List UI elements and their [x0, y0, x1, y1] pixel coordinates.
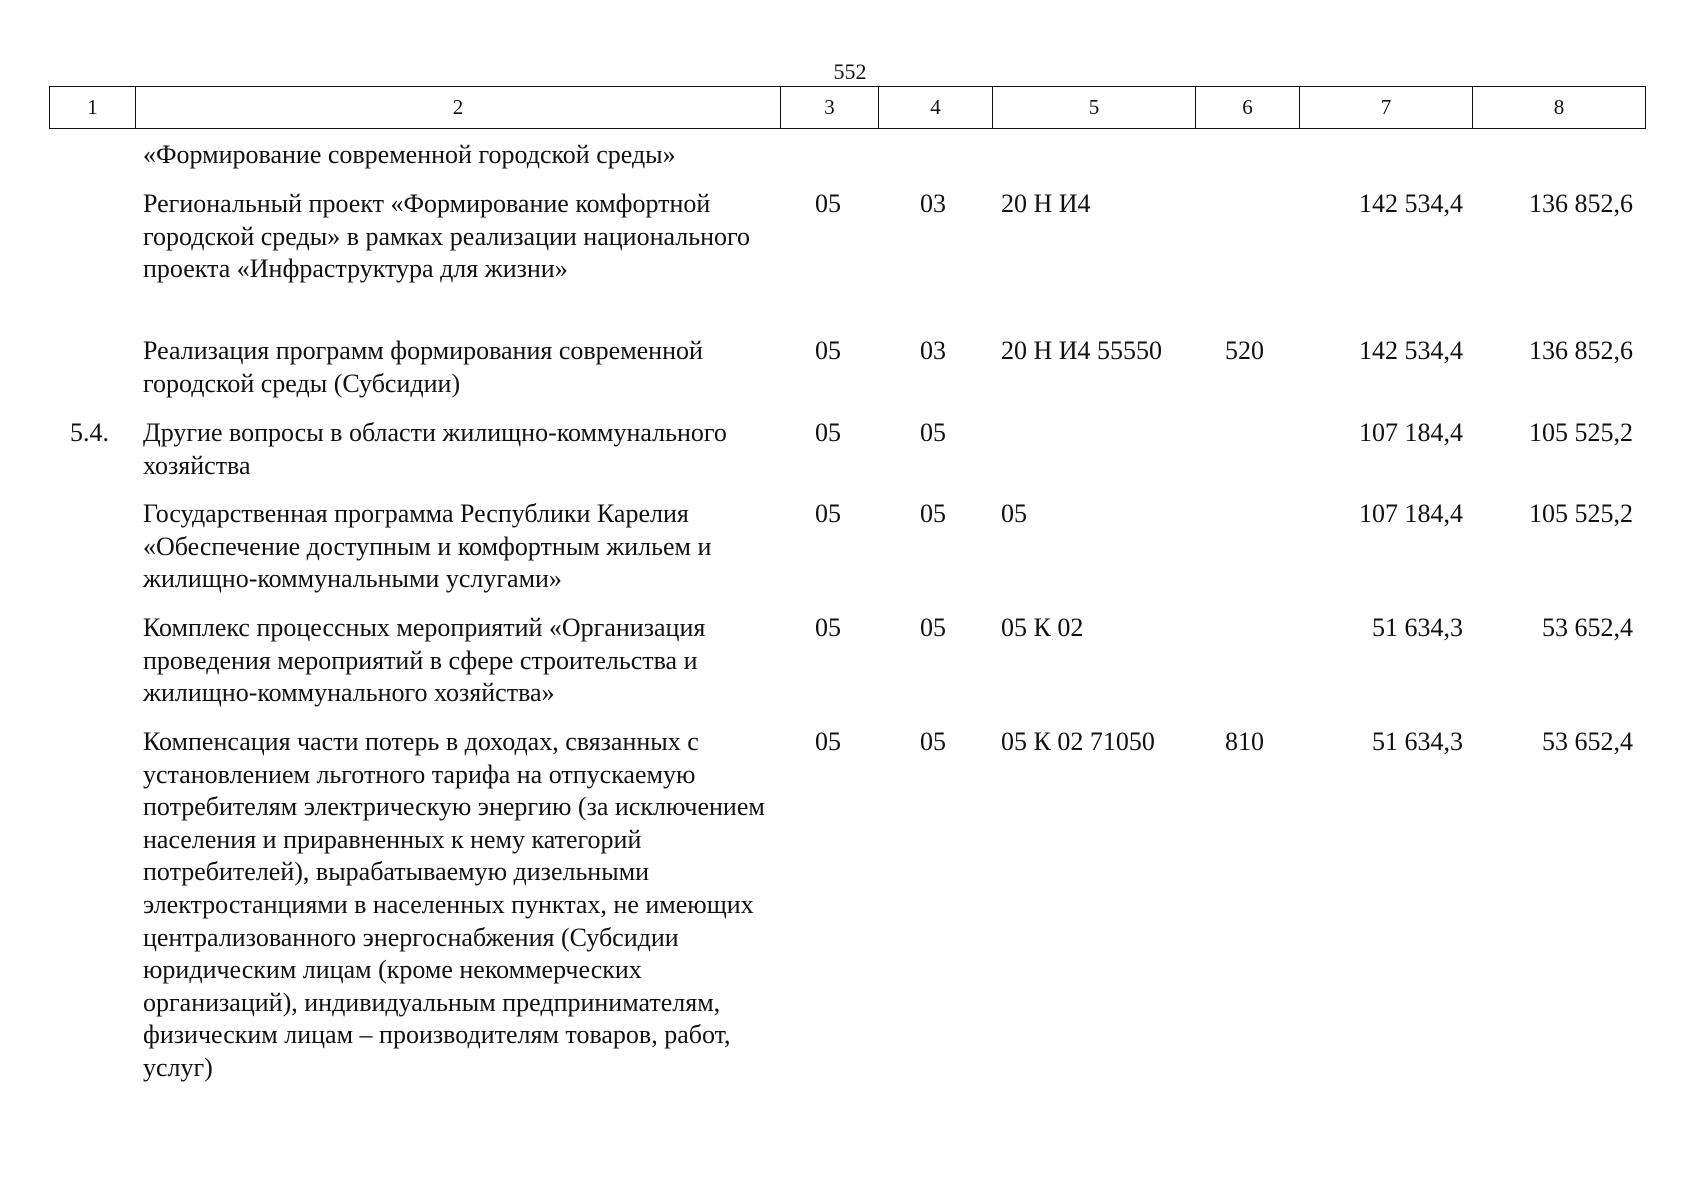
- row-name: Комплекс процессных мероприятий «Организация проведения мероприятий в сфере строительства и жилищно-коммунального хозяйства»: [143, 613, 706, 708]
- row-amount-year-1: 142 534,4: [1359, 189, 1463, 218]
- row-name: Реализация программ формирования современной городской среды (Субсидии): [143, 336, 703, 398]
- row-amount-year-2: 53 652,4: [1542, 727, 1633, 756]
- row-target-code: 05 К 02: [1001, 613, 1084, 642]
- row-subsection-code: 03: [920, 336, 946, 365]
- column-header-3: 3: [781, 87, 879, 129]
- row-target-code: 20 Н И4 55550: [1001, 336, 1163, 365]
- row-section-code: 05: [815, 189, 841, 218]
- row-amount-year-2: 53 652,4: [1542, 613, 1633, 642]
- row-section-code: 05: [815, 336, 841, 365]
- row-target-code: 05: [1001, 499, 1027, 528]
- row-name: Государственная программа Республики Карелия «Обеспечение доступным и комфортным жильем и жилищно-коммунальными услугами»: [143, 499, 712, 594]
- column-header-6: 6: [1196, 87, 1300, 129]
- row-target-code: 20 Н И4: [1001, 189, 1091, 218]
- row-amount-year-2: 105 525,2: [1529, 499, 1633, 528]
- row-amount-year-2: 136 852,6: [1529, 336, 1633, 365]
- row-amount-year-1: 107 184,4: [1359, 418, 1463, 447]
- row-amount-year-2: 136 852,6: [1529, 189, 1633, 218]
- row-amount-year-1: 107 184,4: [1359, 499, 1463, 528]
- column-header-4: 4: [879, 87, 993, 129]
- page-number: 552: [833, 59, 867, 84]
- row-target-code: 05 К 02 71050: [1001, 727, 1155, 756]
- row-subsection-code: 05: [920, 613, 946, 642]
- column-header-1: 1: [50, 87, 136, 129]
- row-name: «Формирование современной городской среды»: [143, 140, 676, 169]
- row-expense-type: 810: [1225, 727, 1264, 756]
- row-section-code: 05: [815, 499, 841, 528]
- column-header-8: 8: [1473, 87, 1646, 129]
- row-subsection-code: 05: [920, 499, 946, 528]
- column-header-5: 5: [993, 87, 1196, 129]
- column-header-7: 7: [1300, 87, 1473, 129]
- row-amount-year-1: 142 534,4: [1359, 336, 1463, 365]
- row-section-code: 05: [815, 613, 841, 642]
- column-header-2: 2: [136, 87, 781, 129]
- row-subsection-code: 05: [920, 418, 946, 447]
- row-section-code: 05: [815, 418, 841, 447]
- row-section-code: 05: [815, 727, 841, 756]
- row-name: Региональный проект «Формирование комфортной городской среды» в рамках реализации национального проекта «Инфраструктура для жизни»: [143, 189, 751, 284]
- row-subsection-code: 05: [920, 727, 946, 756]
- row-number: 5.4.: [70, 418, 109, 447]
- row-expense-type: 520: [1225, 336, 1264, 365]
- row-subsection-code: 03: [920, 189, 946, 218]
- row-amount-year-2: 105 525,2: [1529, 418, 1633, 447]
- row-name: Компенсация части потерь в доходах, связанных с установлением льготного тарифа на отпускаемую потребителям электрическую энергию (за исключением населения и приравненных к нему категорий потребителей), вырабатываемую дизельными электростанциями в населенных пунктах, не имеющих централизованного энергоснабжения (Субсидии юридическим лицам (кроме некоммерческих организаций), индивидуальным предпринимателям, физическим лицам – производителям товаров, работ, услуг): [143, 727, 765, 1082]
- row-amount-year-1: 51 634,3: [1372, 613, 1463, 642]
- row-name: Другие вопросы в области жилищно-коммунального хозяйства: [143, 418, 727, 480]
- row-amount-year-1: 51 634,3: [1372, 727, 1463, 756]
